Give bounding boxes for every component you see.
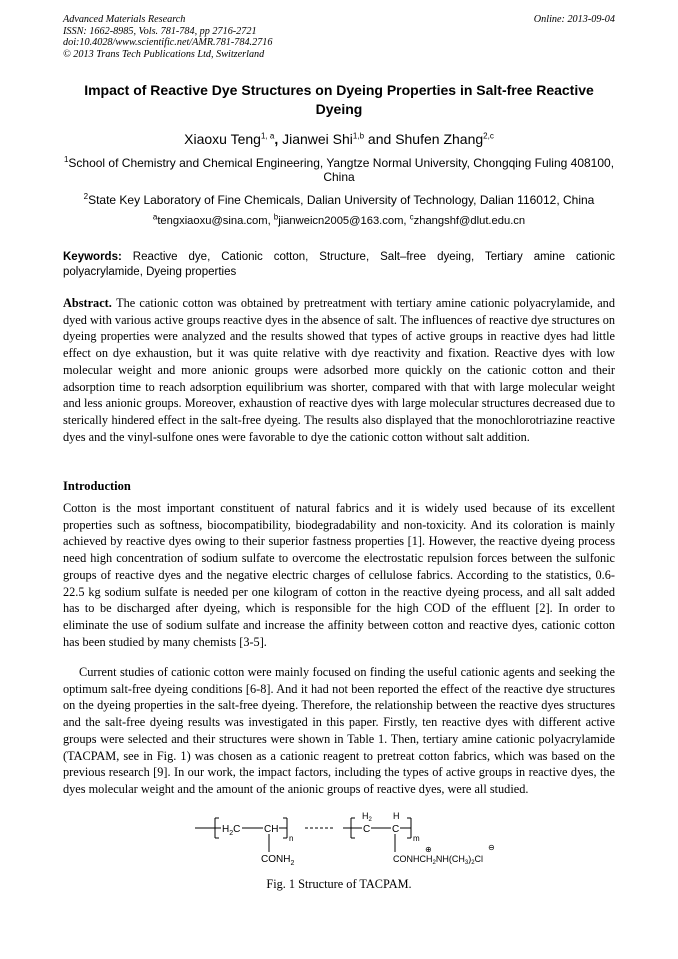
atom-label: C xyxy=(363,824,371,835)
abstract xyxy=(63,295,615,445)
author-name: Jianwei Shi xyxy=(282,131,353,147)
atom-label: $H_2$ xyxy=(362,812,372,823)
affiliation-1 xyxy=(63,156,615,184)
atom-label: H xyxy=(393,812,400,821)
affiliation-text: School of Chemistry and Chemical Engineering, Yangtze Normal University, Chongqing Fuling 408100, China xyxy=(68,156,615,184)
journal-header xyxy=(63,14,615,60)
author-affil-sup: 1,b xyxy=(352,131,365,141)
email-address[interactable]: tengxiaoxu@sina.com, xyxy=(157,215,274,227)
doi-line: doi:10.4028/www.scientific.net/AMR.781-784.2716 xyxy=(63,37,273,48)
issn-line: ISSN: 1662-8985, Vols. 781-784, pp 2716-2721 xyxy=(63,25,257,37)
author-affil-sup: 1, a xyxy=(260,131,275,141)
side-chain-label: $CONHCH_2NH(CH_3)_2Cl$ xyxy=(393,854,484,866)
author-separator: , xyxy=(274,131,283,147)
intro-paragraph: Cotton is the most important constituent of natural fabrics and it is widely used because of its excellent properties such as softness, biocompatibility, biodegradability and non-toxicity. And its coloration is mainly achieved by reactive dyes owing to their superior fastness properties [1]. However, the reactive dyeing process need high concentration of sodium sulfate to overcome the electrostatic repulsion forces between the sulfonic groups of reactive dyes and the negative electric charges of cellulose fabrics. According to the statistics, 0.6-22.5 kg sodium sulfate is needed per one kilogram of cotton in the reactive dyeing process, and all salt added has to be discharged after dyeing, which is responsible for the high COD of the effluent [2]. In order to eliminate the use of sodium sulfate and increase the affinity between cotton and reactive dyes, cationic cotton has been studied by many chemists [3-5]. xyxy=(63,501,615,649)
journal-name: Advanced Materials Research xyxy=(63,14,186,25)
affiliation-text: State Key Laboratory of Fine Chemicals, Dalian University of Technology, Dalian 116012, China xyxy=(88,193,595,207)
online-date: Online: 2013-09-04 xyxy=(533,14,615,25)
tacpam-structure-figure xyxy=(195,812,495,874)
keywords-label: Keywords: xyxy=(63,251,122,263)
affiliation-2 xyxy=(63,193,615,207)
author-name: Shufen Zhang xyxy=(395,131,484,147)
author-affil-sup: 2,c xyxy=(483,131,494,141)
figure-caption: Fig. 1 Structure of TACPAM. xyxy=(266,877,412,891)
affiliation-number: 2 xyxy=(83,192,89,201)
email-sup: b xyxy=(273,212,279,222)
email-sup: a xyxy=(152,212,158,222)
atom-label: C xyxy=(392,824,400,835)
author-separator: and xyxy=(364,131,396,147)
paper-title: Impact of Reactive Dye Structures on Dyeing Properties in Salt-free Reactive Dyeing xyxy=(84,82,594,117)
author-name: Xiaoxu Teng xyxy=(184,131,261,147)
keywords xyxy=(63,250,615,279)
email-address[interactable]: jianweicn2005@163.com, xyxy=(278,215,410,227)
repeat-subscript: n xyxy=(289,834,294,843)
atom-label: $H_2C$ xyxy=(222,824,241,837)
keywords-text: Reactive dye, Cationic cotton, Structure, Salt–free dyeing, Tertiary amine cationic polyacrylamide, Dyeing properties xyxy=(63,251,616,278)
affiliation-number: 1 xyxy=(63,155,69,164)
intro-paragraph: Current studies of cationic cotton were mainly focused on finding the useful cationic agents and seeking the optimum salt-free dyeing conditions [6-8]. And it had not been reported the effect of the reactive dye structures on the dyeing properties in the salt-free dyeing. Therefore, the relationship between the reactive dyes structures and the salt-free dyeing results was investigated in this paper. Firstly, ten reactive dyes with different active groups were selected and their structures were shown in Table 1. Then, tertiary amine cationic polyacrylamide (TACPAM, see in Fig. 1) was chosen as a cationic reagent to pretreat cotton fabrics, which was based on the previous research [9]. In our work, the impact factors, including the types of active groups in reactive dyes, the dyes molecular weight and the amount of the anionic groups of reactive dyes, were all studied. xyxy=(63,665,615,796)
email-address[interactable]: zhangshf@dlut.edu.cn xyxy=(413,215,526,227)
email-sup: c xyxy=(409,212,414,222)
copyright-line: © 2013 Trans Tech Publications Ltd, Switzerland xyxy=(63,48,265,60)
email-line xyxy=(63,214,615,228)
author-line xyxy=(63,131,615,148)
atom-label: CH xyxy=(264,824,279,835)
repeat-subscript: m xyxy=(413,834,420,843)
cation-charge: ⊕ xyxy=(425,845,432,854)
abstract-label: Abstract. xyxy=(63,296,112,310)
anion-charge: ⊖ xyxy=(488,843,495,852)
section-heading-introduction: Introduction xyxy=(63,479,131,493)
abstract-text: The cationic cotton was obtained by pretreatment with tertiary amine cationic polyacrylamide, and dyed with various active groups reactive dyes in the absence of salt. The influences of reactive dye structures on dyeing properties were analyzed and the results showed that types of active groups in reactive dyes had little effect on dye exhaustion, but it was quite relative with dye reactivity and fixation. Reactive dyes with low molecular weight and more anionic groups were adsorbed more quickly on the cationic cotton and their adsorption time to reach adsorption equilibrium was shorter, compared with that with large molecular weight and less anionic groups. Moreover, exhaustion of reactive dyes with large molecular structures decreased due to sterically hindered effect in the salt-free dyeing. The results also displayed that the monochlorotriazine reactive dyes and the vinyl-sulfone ones were favorable to dye the cationic cotton without salt addition. xyxy=(63,296,615,444)
atom-label: $CONH_2$ xyxy=(261,854,295,867)
